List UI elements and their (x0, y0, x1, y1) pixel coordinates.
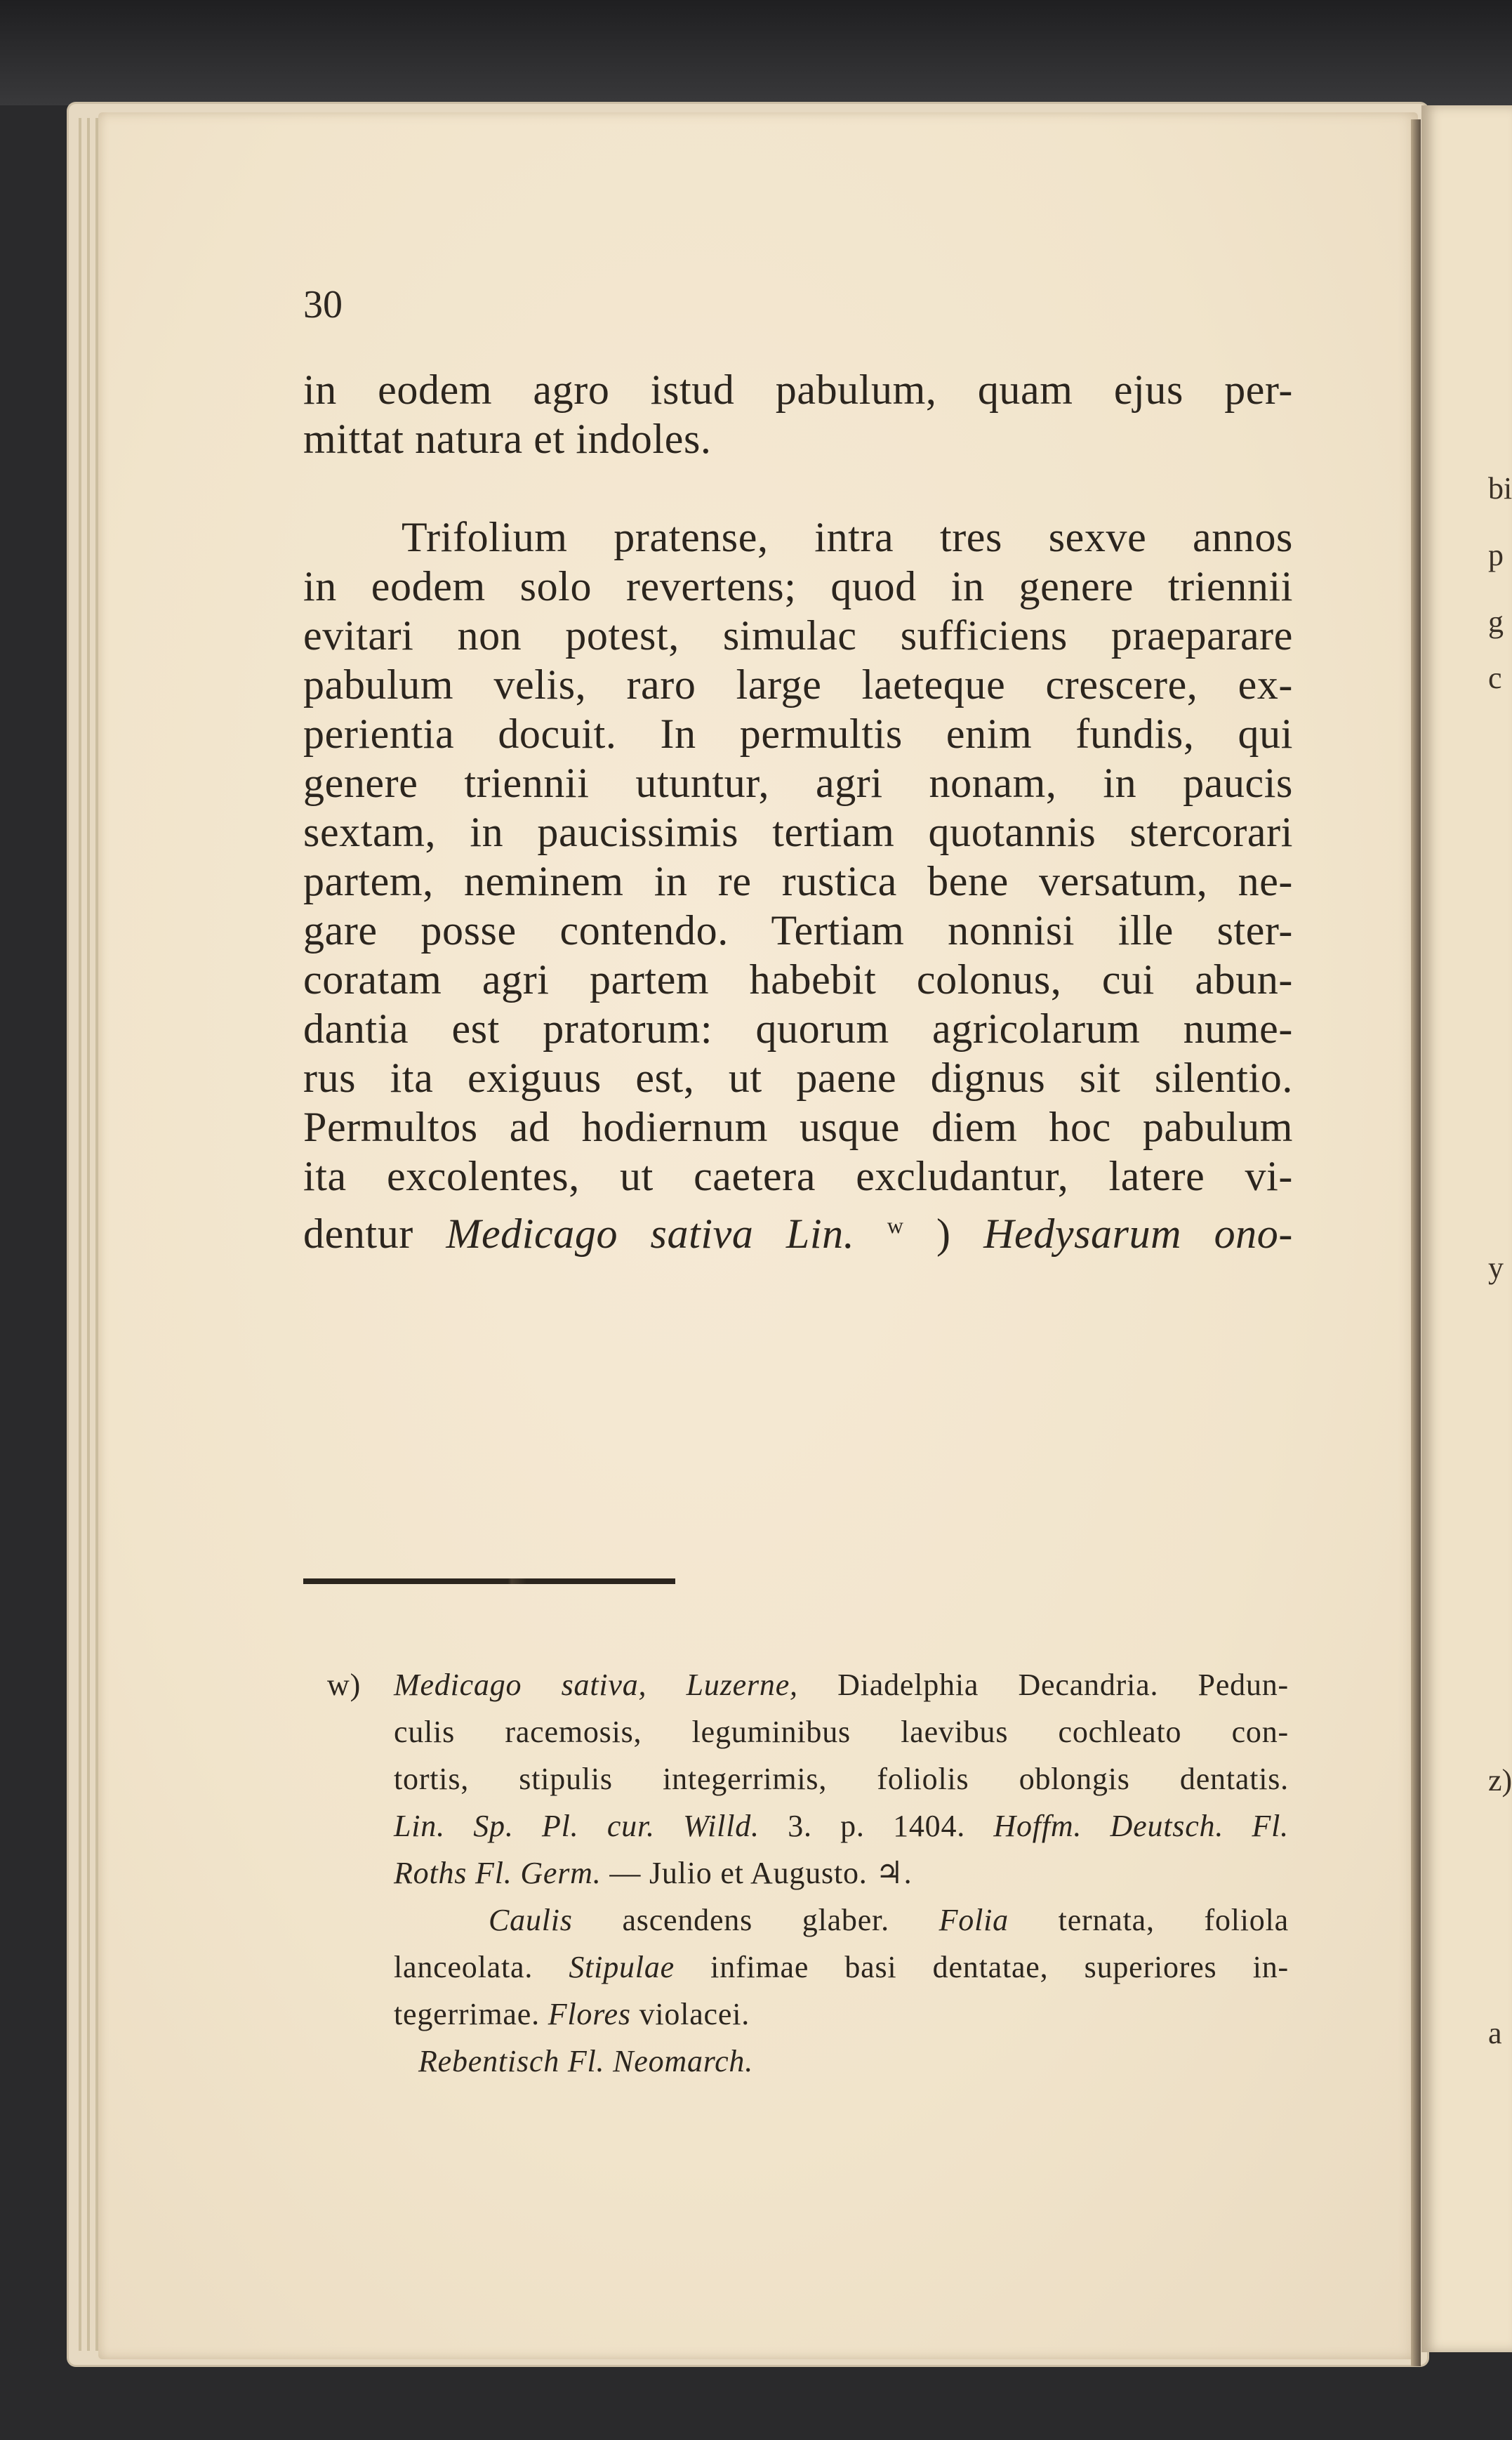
footnote-italic: Medicago sativa, Luzerne, (394, 1668, 798, 1702)
footnote-line: culis racemosis, leguminibus laevibus cochleato con- (394, 1715, 1289, 1749)
text-line: Permultos ad hodiernum usque diem hoc pabulum (303, 1104, 1293, 1150)
text-line: Trifolium pratense, intra tres sexve annos (402, 514, 1293, 560)
footnote-text: violacei. (639, 1997, 750, 2031)
paragraph-gap (303, 463, 1293, 513)
text-line: in eodem solo revertens; quod in genere triennii (303, 563, 1293, 609)
body-text (303, 365, 1293, 1257)
footnote-rule (303, 1578, 675, 1584)
text-line: dantia est pratorum: quorum agricolarum nume- (303, 1005, 1293, 1052)
text-line: partem, neminem in re rustica bene versatum, ne- (303, 858, 1293, 904)
text-line: ita excolentes, ut caetera excludantur, latere vi- (303, 1153, 1293, 1199)
text-line: evitari non potest, simulac sufficiens praeparare (303, 612, 1293, 659)
footnote-text: Diadelphia Decandria. Pedun- (837, 1668, 1289, 1702)
footnote-label: w) (327, 1668, 362, 1702)
footnote-line (327, 1991, 1289, 2038)
footnote-line (327, 1849, 1289, 1897)
page-number: 30 (303, 283, 343, 327)
footnote-text: infimae basi dentatae, superiores in- (710, 1950, 1289, 1984)
footnote-text: 3. p. 1404. (788, 1809, 966, 1843)
species-name: Medicago sativa Lin. (446, 1211, 855, 1257)
text-line: in eodem agro istud pabulum, quam ejus per- (303, 367, 1293, 413)
footnote-line (327, 1944, 1289, 1991)
footnote-marker: w (887, 1213, 904, 1238)
text-line: gare posse contendo. Tertiam nonnisi ille ster- (303, 907, 1293, 954)
text-line: pabulum velis, raro large laeteque crescere, ex- (303, 661, 1293, 708)
footnote-italic: Roths Fl. Germ. (394, 1856, 602, 1890)
facing-glyph: c (1488, 661, 1502, 695)
facing-page-edge (1421, 105, 1512, 2352)
page-edge (87, 118, 90, 2351)
footnote-line (327, 1897, 1289, 1944)
text-fragment: ) (936, 1211, 951, 1257)
text-line: coratam agri partem habebit colonus, cui abun- (303, 956, 1293, 1003)
footnote-italic: Caulis (489, 1903, 573, 1937)
footnote-line (327, 1802, 1289, 1849)
text-line: mittat natura et indoles. (303, 416, 712, 462)
facing-glyph: g (1488, 605, 1504, 639)
page-edge (79, 118, 81, 2351)
footnote-line (327, 2038, 1289, 2085)
footnote-text: ternata, foliola (1058, 1903, 1289, 1937)
footnote-text: lanceolata. (394, 1950, 533, 1984)
footnote-italic: Lin. Sp. Pl. cur. Willd. (394, 1809, 760, 1843)
book-gutter (1411, 119, 1421, 2366)
footnote-line (327, 1661, 1289, 1708)
text-fragment: dentur (303, 1211, 446, 1257)
footnote-italic: Folia (939, 1903, 1009, 1937)
facing-glyph: a (1488, 2016, 1502, 2050)
text-line: perientia docuit. In permultis enim fundis, qui (303, 711, 1293, 757)
text-line: genere triennii utuntur, agri nonam, in paucis (303, 760, 1293, 806)
text-line: sextam, in paucissimis tertiam quotannis stercorari (303, 809, 1293, 855)
footnote-italic: Hoffm. Deutsch. Fl. (993, 1809, 1289, 1843)
footnote-italic: Rebentisch Fl. Neomarch. (418, 2044, 754, 2078)
footnote-text: — Julio et Augusto. ♃. (609, 1856, 913, 1890)
text-line-last (303, 1201, 1293, 1257)
footnote (327, 1661, 1289, 2085)
footnote-line: tortis, stipulis integerrimis, foliolis oblongis dentatis. (394, 1762, 1289, 1796)
footnote-text: ascendens glaber. (622, 1903, 889, 1937)
facing-glyph: z) (1488, 1763, 1512, 1798)
facing-glyph: bi (1488, 471, 1512, 506)
footnote-italic: Flores (548, 1997, 631, 2031)
facing-glyph: y (1488, 1251, 1504, 1285)
dark-backdrop (0, 0, 1512, 105)
footnote-italic: Stipulae (569, 1950, 675, 1984)
text-line: rus ita exiguus est, ut paene dignus sit silentio. (303, 1055, 1293, 1101)
facing-glyph: p (1488, 538, 1504, 572)
species-name: Hedysarum ono- (983, 1211, 1293, 1257)
footnote-text: tegerrimae. (394, 1997, 540, 2031)
